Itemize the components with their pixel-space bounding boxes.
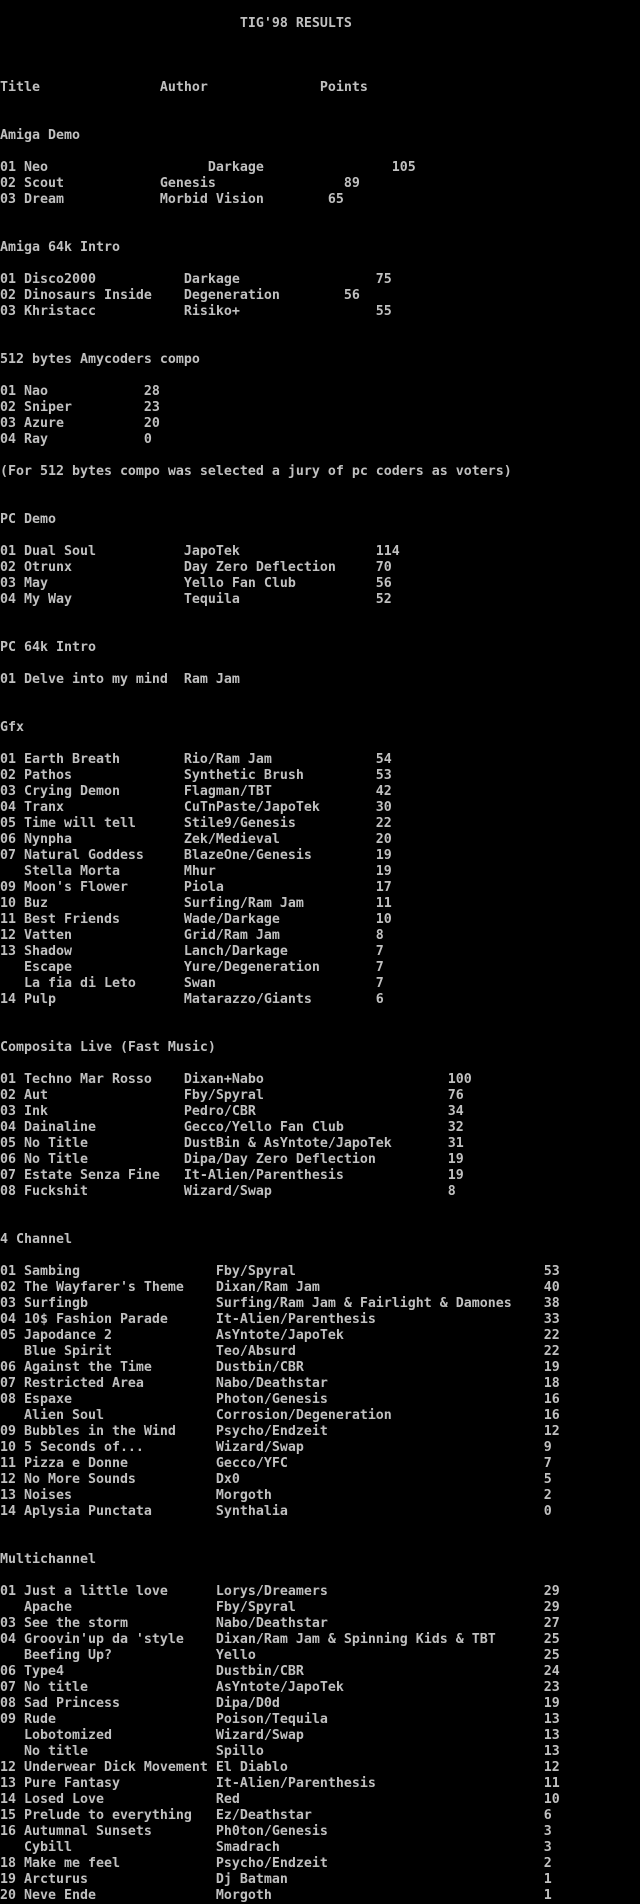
blank-line <box>0 1200 640 1216</box>
blank-line <box>0 1536 640 1552</box>
result-row: 18 Make me feel Psycho/Endzeit 2 <box>0 1856 552 1871</box>
result-row: 14 Aplysia Punctata Synthalia 0 <box>0 1504 552 1519</box>
columns-header: Title Author Points <box>0 80 368 95</box>
blank-line <box>0 112 640 128</box>
blank-line <box>0 64 640 80</box>
blank-line <box>0 224 640 240</box>
result-row: 07 Estate Senza Fine It-Alien/Parenthesis 19 <box>0 1168 464 1183</box>
result-row: 03 Azure 20 <box>0 416 160 431</box>
section-header: Gfx <box>0 720 24 735</box>
result-row: 12 Underwear Dick Movement El Diablo 12 <box>0 1760 560 1775</box>
page-title: TIG'98 RESULTS <box>0 16 352 31</box>
blank-line <box>0 368 640 384</box>
result-row: Apache Fby/Spyral 29 <box>0 1600 560 1615</box>
blank-line <box>0 480 640 496</box>
result-row: 13 Shadow Lanch/Darkage 7 <box>0 944 384 959</box>
result-row: 20 Neve Ende Morgoth 1 <box>0 1888 552 1903</box>
blank-line <box>0 144 640 160</box>
result-row: 02 Otrunx Day Zero Deflection 70 <box>0 560 392 575</box>
result-row: 06 Against the Time Dustbin/CBR 19 <box>0 1360 560 1375</box>
result-row: 02 Sniper 23 <box>0 400 160 415</box>
result-row: Escape Yure/Degeneration 7 <box>0 960 384 975</box>
result-row: 02 The Wayfarer's Theme Dixan/Ram Jam 40 <box>0 1280 560 1295</box>
result-row: 02 Dinosaurs Inside Degeneration 56 <box>0 288 360 303</box>
blank-line <box>0 0 640 16</box>
blank-line <box>0 496 640 512</box>
blank-line <box>0 320 640 336</box>
blank-line <box>0 208 640 224</box>
result-row: 01 Earth Breath Rio/Ram Jam 54 <box>0 752 392 767</box>
result-row: 12 Vatten Grid/Ram Jam 8 <box>0 928 384 943</box>
section-header: PC 64k Intro <box>0 640 96 655</box>
blank-line <box>0 528 640 544</box>
blank-line <box>0 1568 640 1584</box>
section-header: Multichannel <box>0 1552 96 1567</box>
result-row: 15 Prelude to everything Ez/Deathstar 6 <box>0 1808 552 1823</box>
blank-line <box>0 656 640 672</box>
blank-line <box>0 48 640 64</box>
result-row: 05 Time will tell Stile9/Genesis 22 <box>0 816 392 831</box>
blank-line <box>0 1520 640 1536</box>
section-header: 512 bytes Amycoders compo <box>0 352 200 367</box>
result-row: 11 Best Friends Wade/Darkage 10 <box>0 912 392 927</box>
result-row: 14 Losed Love Red 10 <box>0 1792 560 1807</box>
result-row: 03 Dream Morbid Vision 65 <box>0 192 344 207</box>
blank-line <box>0 1056 640 1072</box>
result-row: 08 Fuckshit Wizard/Swap 8 <box>0 1184 456 1199</box>
section-header: Amiga 64k Intro <box>0 240 120 255</box>
result-row: 07 Restricted Area Nabo/Deathstar 18 <box>0 1376 560 1391</box>
blank-line <box>0 1008 640 1024</box>
section-header: Composita Live (Fast Music) <box>0 1040 216 1055</box>
result-row: 02 Pathos Synthetic Brush 53 <box>0 768 392 783</box>
result-row: 05 Japodance 2 AsYntote/JapoTek 22 <box>0 1328 560 1343</box>
result-row: 03 Crying Demon Flagman/TBT 42 <box>0 784 392 799</box>
blank-line <box>0 256 640 272</box>
result-row: 04 My Way Tequila 52 <box>0 592 392 607</box>
result-row: Stella Morta Mhur 19 <box>0 864 392 879</box>
blank-line <box>0 1216 640 1232</box>
result-row: 06 Type4 Dustbin/CBR 24 <box>0 1664 560 1679</box>
result-row: Alien Soul Corrosion/Degeneration 16 <box>0 1408 560 1423</box>
result-row: Lobotomized Wizard/Swap 13 <box>0 1728 560 1743</box>
result-row: 09 Rude Poison/Tequila 13 <box>0 1712 560 1727</box>
result-row: 03 See the storm Nabo/Deathstar 27 <box>0 1616 560 1631</box>
result-row: 10 Buz Surfing/Ram Jam 11 <box>0 896 392 911</box>
blank-line <box>0 736 640 752</box>
result-row: 03 Ink Pedro/CBR 34 <box>0 1104 464 1119</box>
result-row: 03 Khristacc Risiko+ 55 <box>0 304 392 319</box>
result-row: 01 Nao 28 <box>0 384 160 399</box>
result-row: 04 10$ Fashion Parade It-Alien/Parenthesis 33 <box>0 1312 560 1327</box>
blank-line <box>0 336 640 352</box>
result-row: 03 May Yello Fan Club 56 <box>0 576 392 591</box>
result-row: 04 Dainaline Gecco/Yello Fan Club 32 <box>0 1120 464 1135</box>
note-line: (For 512 bytes compo was selected a jury of pc coders as voters) <box>0 464 512 479</box>
result-row: 01 Techno Mar Rosso Dixan+Nabo 100 <box>0 1072 472 1087</box>
result-row: 16 Autumnal Sunsets Ph0ton/Genesis 3 <box>0 1824 552 1839</box>
result-row: 08 Espaxe Photon/Genesis 16 <box>0 1392 560 1407</box>
result-row: Cybill Smadrach 3 <box>0 1840 552 1855</box>
result-row: 11 Pizza e Donne Gecco/YFC 7 <box>0 1456 552 1471</box>
result-row: 03 Surfingb Surfing/Ram Jam & Fairlight & Damones 38 <box>0 1296 560 1311</box>
result-row: 01 Sambing Fby/Spyral 53 <box>0 1264 560 1279</box>
result-row: Beefing Up? Yello 25 <box>0 1648 560 1663</box>
result-row: 02 Scout Genesis 89 <box>0 176 360 191</box>
section-header: PC Demo <box>0 512 56 527</box>
result-row: 04 Groovin'up da 'style Dixan/Ram Jam & Spinning Kids & TBT 25 <box>0 1632 560 1647</box>
result-row: 06 No Title Dipa/Day Zero Deflection 19 <box>0 1152 464 1167</box>
blank-line <box>0 608 640 624</box>
result-row: 09 Bubbles in the Wind Psycho/Endzeit 12 <box>0 1424 560 1439</box>
result-row: 01 Just a little love Lorys/Dreamers 29 <box>0 1584 560 1599</box>
blank-line <box>0 32 640 48</box>
result-row: No title Spillo 13 <box>0 1744 560 1759</box>
section-header: 4 Channel <box>0 1232 72 1247</box>
result-row: 01 Disco2000 Darkage 75 <box>0 272 392 287</box>
result-row: 06 Nynpha Zek/Medieval 20 <box>0 832 392 847</box>
result-row: 10 5 Seconds of... Wizard/Swap 9 <box>0 1440 552 1455</box>
section-header: Amiga Demo <box>0 128 80 143</box>
result-row: 08 Sad Princess Dipa/D0d 19 <box>0 1696 560 1711</box>
result-row: 01 Dual Soul JapoTek 114 <box>0 544 400 559</box>
blank-line <box>0 704 640 720</box>
result-row: 12 No More Sounds Dx0 5 <box>0 1472 552 1487</box>
result-row: 02 Aut Fby/Spyral 76 <box>0 1088 464 1103</box>
blank-line <box>0 448 640 464</box>
blank-line <box>0 688 640 704</box>
result-row: 01 Delve into my mind Ram Jam <box>0 672 240 687</box>
blank-line <box>0 96 640 112</box>
result-row: 09 Moon's Flower Piola 17 <box>0 880 392 895</box>
blank-line <box>0 1248 640 1264</box>
result-row: 04 Ray 0 <box>0 432 152 447</box>
result-row: 19 Arcturus Dj Batman 1 <box>0 1872 552 1887</box>
result-row: 14 Pulp Matarazzo/Giants 6 <box>0 992 384 1007</box>
result-row: 13 Pure Fantasy It-Alien/Parenthesis 11 <box>0 1776 560 1791</box>
result-row: 05 No Title DustBin & AsYntote/JapoTek 31 <box>0 1136 464 1151</box>
result-row: 04 Tranx CuTnPaste/JapoTek 30 <box>0 800 392 815</box>
blank-line <box>0 1024 640 1040</box>
result-row: 07 Natural Goddess BlazeOne/Genesis 19 <box>0 848 392 863</box>
result-row: 07 No title AsYntote/JapoTek 23 <box>0 1680 560 1695</box>
result-row: La fia di Leto Swan 7 <box>0 976 384 991</box>
result-row: Blue Spirit Teo/Absurd 22 <box>0 1344 560 1359</box>
result-row: 13 Noises Morgoth 2 <box>0 1488 552 1503</box>
blank-line <box>0 624 640 640</box>
result-row: 01 Neo Darkage 105 <box>0 160 416 175</box>
